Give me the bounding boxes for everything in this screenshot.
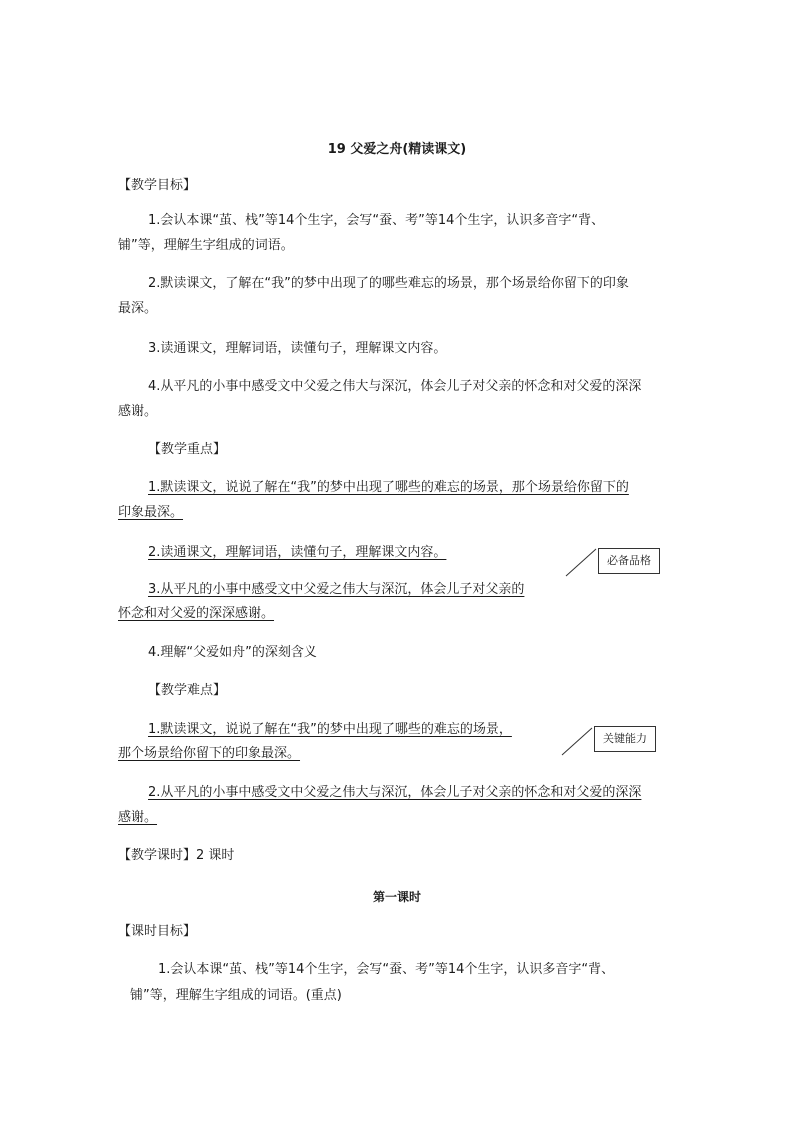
tag-essential-character: 必备品格: [598, 548, 660, 574]
objective-4-line-1: 4.从平凡的小事中感受文中父爱之伟大与深沉，体会儿子对父亲的怀念和对父爱的深深: [148, 379, 642, 394]
objective-3: 3.读通课文，理解词语，读懂句子，理解课文内容。: [148, 341, 447, 356]
key-point-2: 2.读通课文，理解词语，读懂句子，理解课文内容。: [148, 545, 447, 560]
difficulty-2-line-2: 感谢。: [118, 810, 158, 825]
connector-line-essential-character: [566, 549, 596, 576]
lesson-1-objective-1-line-2: 铺”等，理解生字组成的词语。(重点): [130, 988, 342, 1003]
key-point-4: 4.理解“父爱如舟”的深刻含义: [148, 645, 317, 660]
key-point-1-line-1: 1.默读课文，说说了解在“我”的梦中出现了哪些的难忘的场景，那个场景给你留下的: [148, 480, 629, 495]
objective-2-line-1: 2.默读课文，了解在“我”的梦中出现了的哪些难忘的场景，那个场景给你留下的印象: [148, 276, 629, 291]
difficulty-1-line-2: 那个场景给你留下的印象最深。: [118, 746, 301, 761]
objective-1-line-1: 1.会认本课“茧、栈”等14个生字，会写“蚕、考”等14个生字，认识多音字“背、: [148, 213, 605, 228]
key-points-heading: 【教学重点】: [148, 442, 227, 457]
teaching-hours: 【教学课时】2 课时: [118, 848, 235, 863]
difficulties-heading: 【教学难点】: [148, 683, 227, 698]
lesson-1-title: 第一课时: [372, 890, 421, 904]
key-point-1-line-2: 印象最深。: [118, 505, 184, 520]
difficulty-2-line-1: 2.从平凡的小事中感受文中父爱之伟大与深沉，体会儿子对父亲的怀念和对父爱的深深: [148, 785, 642, 800]
objective-4-line-2: 感谢。: [118, 404, 158, 419]
objective-1-line-2: 铺”等，理解生字组成的词语。: [118, 238, 294, 253]
lesson-1-objective-1-line-1: 1.会认本课“茧、栈”等14个生字，会写“蚕、考”等14个生字，认识多音字“背、: [158, 962, 615, 977]
key-point-3-line-1: 3.从平凡的小事中感受文中父爱之伟大与深沉，体会儿子对父亲的: [148, 582, 525, 597]
page-title: 19 父爱之舟(精读课文): [327, 142, 467, 157]
key-point-3-line-2: 怀念和对父爱的深深感谢。: [118, 606, 275, 621]
tag-key-ability: 关键能力: [594, 726, 656, 752]
objectives-heading: 【教学目标】: [118, 178, 197, 193]
difficulty-1-line-1: 1.默读课文，说说了解在“我”的梦中出现了哪些的难忘的场景，: [148, 722, 512, 737]
objective-2-line-2: 最深。: [118, 301, 158, 316]
lesson-1-objectives-heading: 【课时目标】: [118, 924, 197, 939]
connector-line-key-ability: [562, 728, 592, 755]
